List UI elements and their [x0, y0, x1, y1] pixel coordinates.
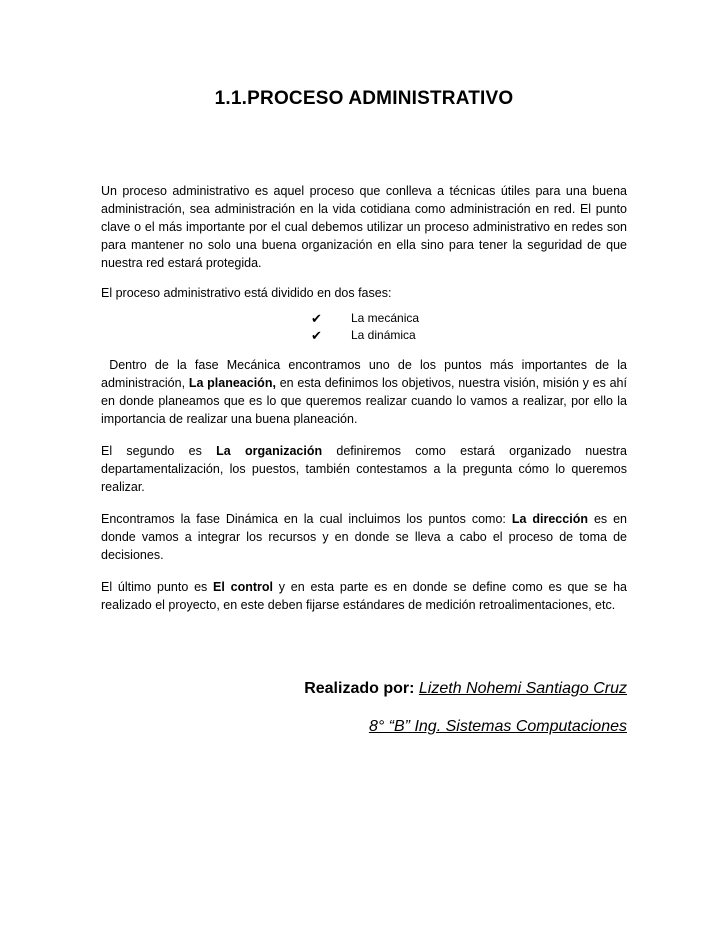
phase-label: La mecánica — [351, 311, 420, 325]
group-line — [0, 718, 627, 736]
phase-label: La dinámica — [351, 328, 416, 342]
control-paragraph: El último punto es El control y en esta parte es en donde se define como es que se ha realizado el proyecto, en este deben fijarse estándares de medición retroalimentaciones, etc. — [101, 580, 627, 612]
phases-list — [101, 310, 627, 344]
dinamica-paragraph: Encontramos la fase Dinámica en la cual incluimos los puntos como: La dirección es en donde vamos a integrar los recursos y en donde se lleva a cabo el proceso de toma de decisiones. — [101, 512, 627, 562]
author-name: Lizeth Nohemi Santiago Cruz — [418, 680, 627, 697]
author-line — [0, 680, 627, 698]
checkmark-icon: ✔ — [311, 328, 322, 343]
checkmark-icon: ✔ — [311, 311, 322, 326]
list-item — [101, 327, 627, 344]
author-group: 8° “B” Ing. Sistemas Computaciones — [368, 718, 627, 735]
phases-intro: El proceso administrativo está dividido en dos fases: — [101, 286, 392, 300]
author-label: Realizado por: — [304, 680, 415, 697]
document-body — [101, 182, 627, 628]
organizacion-term: La organización — [216, 444, 323, 458]
mecanica-paragraph: Dentro de la fase Mecánica encontramos uno de los puntos más importantes de la administración, La planeación, en esta definimos los objetivos, nuestra visión, misión y es ahí en donde planeamos que es lo que queremos realizar cuando lo vamos a realizar, por ello la importancia de realizar una buena planeación. — [101, 358, 627, 426]
planeacion-term: La planeación, — [188, 376, 276, 390]
control-term: El control — [213, 580, 273, 594]
intro-paragraph: Un proceso administrativo es aquel proceso que conlleva a técnicas útiles para una buena administración, sea administración en la vida cotidiana como administración en red. El punto clave o el más importante por el cual debemos utilizar un proceso administrativo en redes son para mantener no solo una buena organización en ella sino para tener la seguridad de que nuestra red estará protegida. — [101, 184, 627, 270]
organizacion-paragraph: El segundo es La organización definiremos como estará organizado nuestra departamentalización, los puestos, también contestamos a la pregunta cómo lo queremos realizar. — [101, 444, 627, 494]
list-item — [101, 310, 627, 327]
page-title: 1.1.PROCESO ADMINISTRATIVO — [214, 88, 514, 109]
direccion-term: La dirección — [511, 512, 588, 526]
